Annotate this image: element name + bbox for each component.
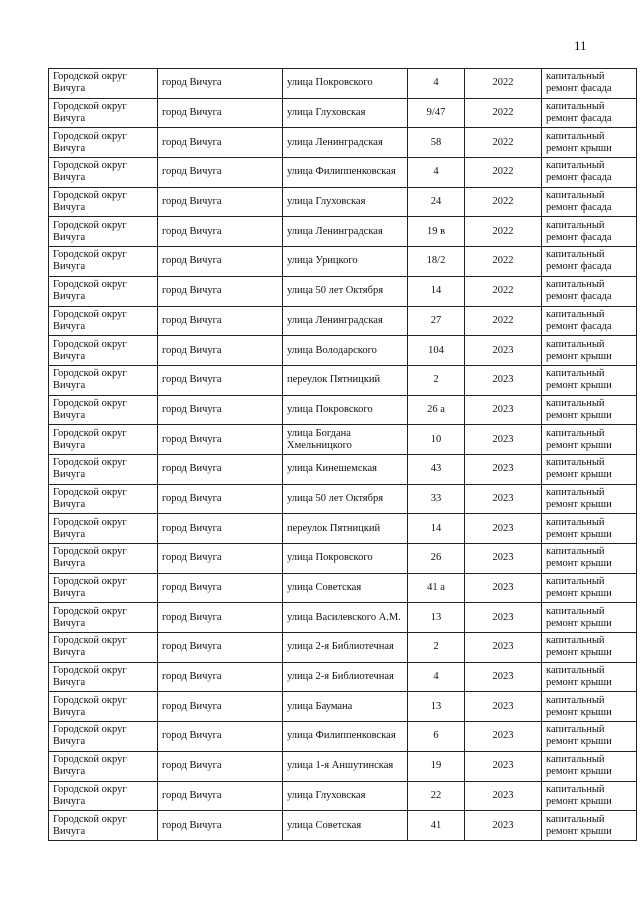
year-cell: 2023 [465,365,542,395]
work-type-cell: капитальный ремонт крыши [542,662,637,692]
city-cell: город Вичуга [158,128,283,158]
house-number-cell: 41 а [408,573,465,603]
city-cell: город Вичуга [158,692,283,722]
year-cell: 2023 [465,781,542,811]
city-cell: город Вичуга [158,454,283,484]
work-type-cell: капитальный ремонт фасада [542,98,637,128]
table-row [49,514,637,544]
table-row [49,158,637,188]
district-cell: Городской округ Вичуга [49,692,158,722]
work-type-cell: капитальный ремонт крыши [542,395,637,425]
street-cell: улица Урицкого [283,247,408,277]
table-row [49,781,637,811]
year-cell: 2023 [465,484,542,514]
district-cell: Городской округ Вичуга [49,484,158,514]
city-cell: город Вичуга [158,98,283,128]
house-number-cell: 4 [408,662,465,692]
work-type-cell: капитальный ремонт крыши [542,603,637,633]
table-row [49,247,637,277]
year-cell: 2022 [465,306,542,336]
house-number-cell: 13 [408,603,465,633]
city-cell: город Вичуга [158,751,283,781]
district-cell: Городской округ Вичуга [49,98,158,128]
table-row [49,306,637,336]
year-cell: 2023 [465,692,542,722]
year-cell: 2023 [465,662,542,692]
city-cell: город Вичуга [158,306,283,336]
street-cell: улица 50 лет Октября [283,276,408,306]
district-cell: Городской округ Вичуга [49,573,158,603]
house-number-cell: 18/2 [408,247,465,277]
city-cell: город Вичуга [158,158,283,188]
table-row [49,751,637,781]
table-row [49,187,637,217]
table-row [49,484,637,514]
table-row [49,365,637,395]
year-cell: 2023 [465,751,542,781]
city-cell: город Вичуга [158,573,283,603]
district-cell: Городской округ Вичуга [49,69,158,99]
city-cell: город Вичуга [158,395,283,425]
house-number-cell: 19 в [408,217,465,247]
work-type-cell: капитальный ремонт фасада [542,276,637,306]
year-cell: 2022 [465,69,542,99]
house-number-cell: 41 [408,811,465,841]
year-cell: 2023 [465,336,542,366]
house-number-cell: 10 [408,425,465,455]
street-cell: улица 1-я Аншутинская [283,751,408,781]
table-row [49,662,637,692]
work-type-cell: капитальный ремонт фасада [542,306,637,336]
table-row [49,692,637,722]
work-type-cell: капитальный ремонт крыши [542,454,637,484]
street-cell: переулок Пятницкий [283,514,408,544]
house-number-cell: 4 [408,69,465,99]
year-cell: 2023 [465,603,542,633]
table-row [49,276,637,306]
street-cell: улица Баумана [283,692,408,722]
work-type-cell: капитальный ремонт фасада [542,187,637,217]
city-cell: город Вичуга [158,484,283,514]
table-row [49,603,637,633]
work-type-cell: капитальный ремонт фасада [542,69,637,99]
district-cell: Городской округ Вичуга [49,336,158,366]
district-cell: Городской округ Вичуга [49,781,158,811]
city-cell: город Вичуга [158,365,283,395]
street-cell: улица Глуховская [283,187,408,217]
street-cell: улица Филиппенковская [283,722,408,752]
year-cell: 2023 [465,514,542,544]
district-cell: Городской округ Вичуга [49,603,158,633]
street-cell: переулок Пятницкий [283,365,408,395]
year-cell: 2023 [465,573,542,603]
street-cell: улица Василевского А.М. [283,603,408,633]
city-cell: город Вичуга [158,544,283,574]
house-number-cell: 24 [408,187,465,217]
table-row [49,98,637,128]
work-type-cell: капитальный ремонт крыши [542,781,637,811]
district-cell: Городской округ Вичуга [49,306,158,336]
work-type-cell: капитальный ремонт фасада [542,247,637,277]
house-number-cell: 43 [408,454,465,484]
street-cell: улица 2-я Библиотечная [283,633,408,663]
table-row [49,811,637,841]
work-type-cell: капитальный ремонт крыши [542,425,637,455]
district-cell: Городской округ Вичуга [49,633,158,663]
work-type-cell: капитальный ремонт крыши [542,633,637,663]
house-number-cell: 14 [408,276,465,306]
house-number-cell: 26 а [408,395,465,425]
district-cell: Городской округ Вичуга [49,247,158,277]
street-cell: улица Покровского [283,395,408,425]
street-cell: улица Богдана Хмельницкого [283,425,408,455]
city-cell: город Вичуга [158,69,283,99]
street-cell: улица Кинешемская [283,454,408,484]
street-cell: улица Покровского [283,544,408,574]
street-cell: улица Советская [283,811,408,841]
city-cell: город Вичуга [158,514,283,544]
street-cell: улица Ленинградская [283,217,408,247]
page-number: 11 [574,38,587,53]
work-type-cell: капитальный ремонт крыши [542,484,637,514]
street-cell: улица Покровского [283,69,408,99]
table-row [49,336,637,366]
year-cell: 2023 [465,395,542,425]
year-cell: 2022 [465,128,542,158]
city-cell: город Вичуга [158,336,283,366]
work-type-cell: капитальный ремонт крыши [542,573,637,603]
work-type-cell: капитальный ремонт крыши [542,128,637,158]
house-number-cell: 2 [408,365,465,395]
house-number-cell: 104 [408,336,465,366]
work-type-cell: капитальный ремонт крыши [542,692,637,722]
year-cell: 2023 [465,454,542,484]
house-number-cell: 33 [408,484,465,514]
street-cell: улица Ленинградская [283,306,408,336]
work-type-cell: капитальный ремонт крыши [542,544,637,574]
district-cell: Городской округ Вичуга [49,217,158,247]
district-cell: Городской округ Вичуга [49,751,158,781]
work-type-cell: капитальный ремонт фасада [542,217,637,247]
city-cell: город Вичуга [158,603,283,633]
house-number-cell: 9/47 [408,98,465,128]
street-cell: улица 2-я Библиотечная [283,662,408,692]
table-row [49,425,637,455]
work-type-cell: капитальный ремонт крыши [542,336,637,366]
district-cell: Городской округ Вичуга [49,544,158,574]
work-type-cell: капитальный ремонт крыши [542,751,637,781]
work-type-cell: капитальный ремонт крыши [542,365,637,395]
street-cell: улица Советская [283,573,408,603]
house-number-cell: 6 [408,722,465,752]
table-body [49,69,637,841]
district-cell: Городской округ Вичуга [49,811,158,841]
house-number-cell: 19 [408,751,465,781]
year-cell: 2022 [465,187,542,217]
house-number-cell: 26 [408,544,465,574]
work-type-cell: капитальный ремонт крыши [542,722,637,752]
year-cell: 2022 [465,276,542,306]
table-row [49,217,637,247]
district-cell: Городской округ Вичуга [49,395,158,425]
city-cell: город Вичуга [158,662,283,692]
year-cell: 2022 [465,158,542,188]
street-cell: улица 50 лет Октября [283,484,408,514]
city-cell: город Вичуга [158,217,283,247]
street-cell: улица Глуховская [283,98,408,128]
street-cell: улица Глуховская [283,781,408,811]
district-cell: Городской округ Вичуга [49,454,158,484]
table-row [49,69,637,99]
year-cell: 2022 [465,247,542,277]
year-cell: 2022 [465,98,542,128]
table-row [49,573,637,603]
street-cell: улица Ленинградская [283,128,408,158]
table-row [49,722,637,752]
house-number-cell: 22 [408,781,465,811]
year-cell: 2023 [465,722,542,752]
house-number-cell: 58 [408,128,465,158]
district-cell: Городской округ Вичуга [49,722,158,752]
district-cell: Городской округ Вичуга [49,425,158,455]
city-cell: город Вичуга [158,276,283,306]
district-cell: Городской округ Вичуга [49,365,158,395]
street-cell: улица Филиппенковская [283,158,408,188]
table-row [49,395,637,425]
district-cell: Городской округ Вичуга [49,158,158,188]
table-row [49,544,637,574]
city-cell: город Вичуга [158,247,283,277]
city-cell: город Вичуга [158,187,283,217]
district-cell: Городской округ Вичуга [49,128,158,158]
work-type-cell: капитальный ремонт фасада [542,158,637,188]
year-cell: 2022 [465,217,542,247]
work-type-cell: капитальный ремонт крыши [542,514,637,544]
year-cell: 2023 [465,425,542,455]
district-cell: Городской округ Вичуга [49,276,158,306]
year-cell: 2023 [465,633,542,663]
house-number-cell: 27 [408,306,465,336]
city-cell: город Вичуга [158,722,283,752]
table-row [49,128,637,158]
house-number-cell: 14 [408,514,465,544]
house-number-cell: 13 [408,692,465,722]
table-row [49,454,637,484]
city-cell: город Вичуга [158,811,283,841]
district-cell: Городской округ Вичуга [49,187,158,217]
district-cell: Городской округ Вичуга [49,662,158,692]
work-type-cell: капитальный ремонт крыши [542,811,637,841]
city-cell: город Вичуга [158,633,283,663]
city-cell: город Вичуга [158,425,283,455]
district-cell: Городской округ Вичуга [49,514,158,544]
house-number-cell: 4 [408,158,465,188]
table-row [49,633,637,663]
year-cell: 2023 [465,544,542,574]
house-number-cell: 2 [408,633,465,663]
registry-table [48,68,637,841]
city-cell: город Вичуга [158,781,283,811]
street-cell: улица Володарского [283,336,408,366]
year-cell: 2023 [465,811,542,841]
